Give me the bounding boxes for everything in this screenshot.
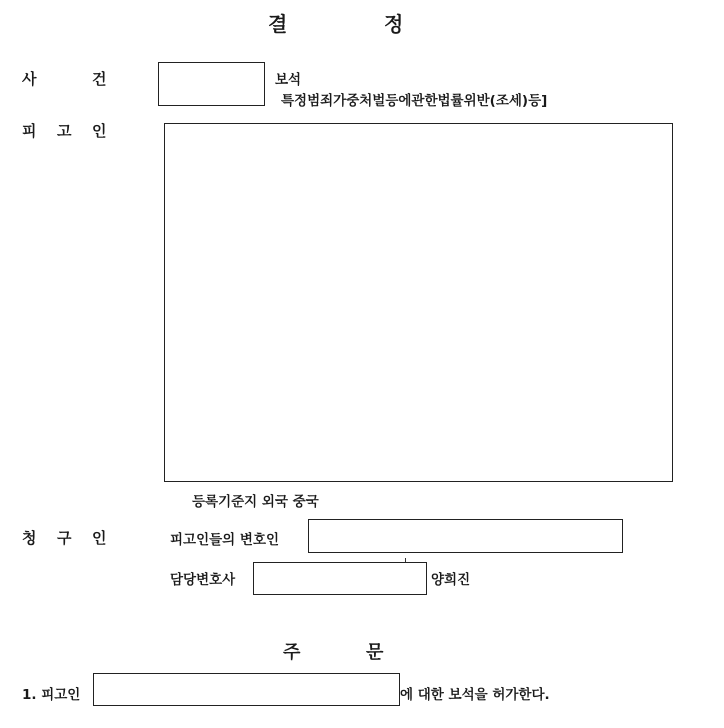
defendant-label-char-2: 고 bbox=[57, 122, 72, 140]
order-item-prefix: 1. 피고인 bbox=[22, 687, 81, 703]
claimant-label-char-3: 인 bbox=[92, 529, 107, 547]
defendant-registration: 등록기준지 외국 중국 bbox=[192, 494, 319, 510]
defendant-label-char-3: 인 bbox=[92, 122, 107, 140]
case-charge: 특정범죄가중처벌등에관한법률위반(조세)등] bbox=[281, 93, 548, 109]
case-type: 보석 bbox=[275, 72, 302, 88]
case-label-char-2: 건 bbox=[92, 70, 107, 88]
case-number-redacted-box bbox=[158, 62, 265, 106]
law-firm-redacted-box bbox=[308, 519, 623, 553]
attorney-redacted-box bbox=[253, 562, 427, 595]
case-label-char-1: 사 bbox=[22, 70, 37, 88]
document-title-left: 결 bbox=[268, 12, 289, 36]
claimant-role: 피고인들의 변호인 bbox=[170, 532, 280, 548]
order-item-suffix: 에 대한 보석을 허가한다. bbox=[400, 687, 550, 703]
claimant-label-char-2: 구 bbox=[57, 529, 72, 547]
attorney-name: 양희진 bbox=[431, 572, 471, 588]
document-title-right: 정 bbox=[384, 12, 405, 36]
defendant-label-char-1: 피 bbox=[22, 122, 37, 140]
defendants-redacted-box bbox=[164, 123, 673, 482]
claimant-label-char-1: 청 bbox=[22, 529, 37, 547]
order-title-right: 문 bbox=[366, 642, 385, 663]
order-title-left: 주 bbox=[283, 642, 302, 663]
order-defendant-redacted-box bbox=[93, 673, 400, 706]
attorney-label: 담당변호사 bbox=[170, 572, 236, 588]
